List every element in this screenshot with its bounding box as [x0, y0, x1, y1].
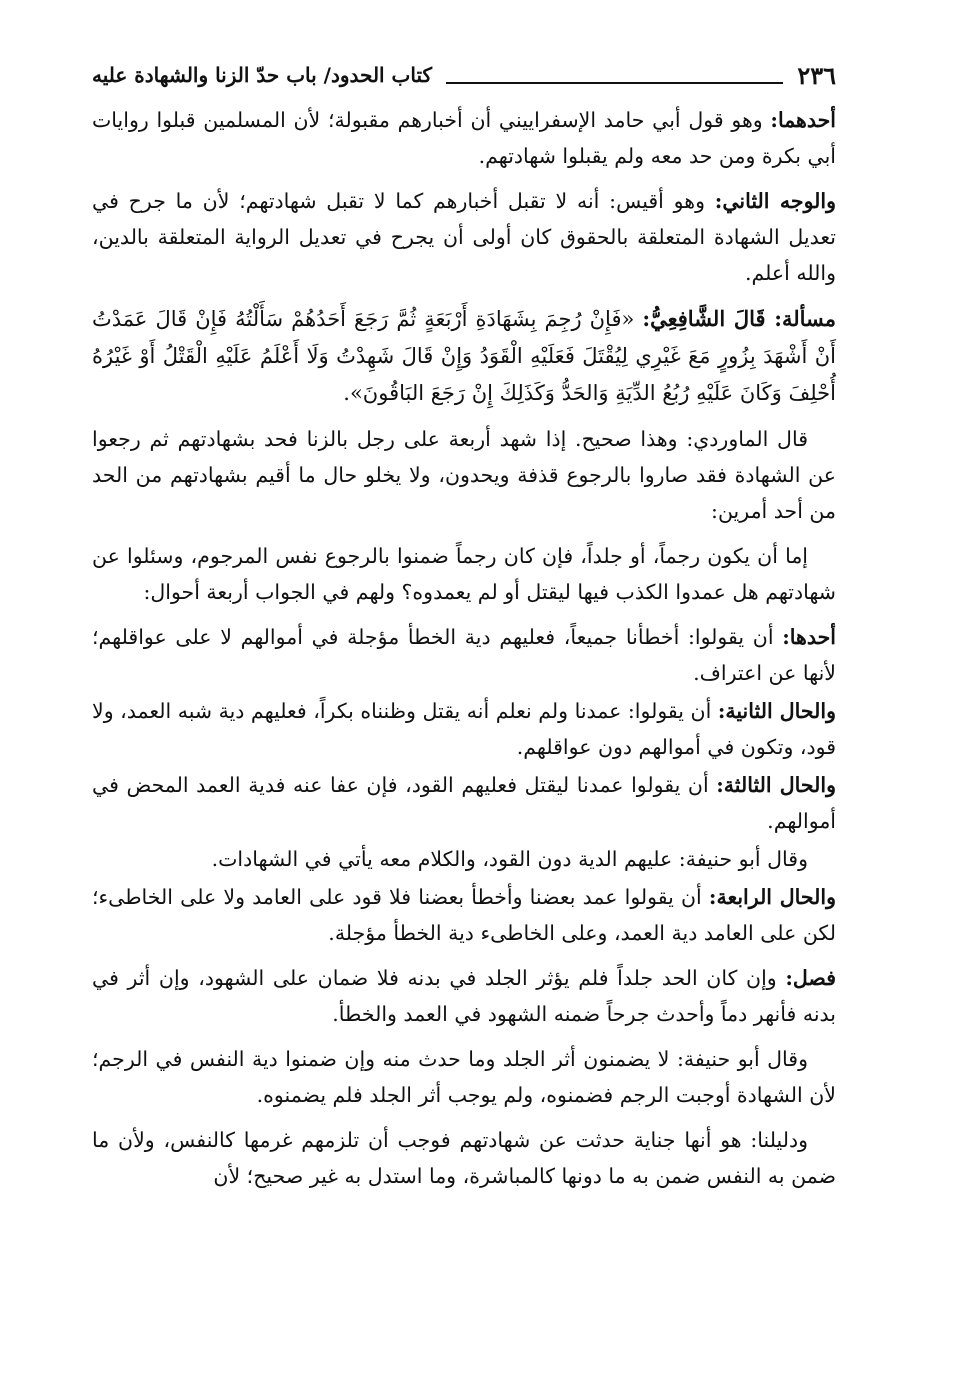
paragraph-fourth-state	[92, 879, 836, 951]
paragraph-text: ودليلنا: هو أنها جناية حدثت عن شهادتهم فوجب أن تلزمهم غرمها كالنفس، ولأن ما ضمن به النفس ضمن به ما دونها كالمباشرة، وما استدل به غير صحيح؛ لأن	[92, 1128, 836, 1188]
running-title: كتاب الحدود/ باب حدّ الزنا والشهادة عليه	[92, 63, 433, 87]
paragraph-mawardi	[92, 421, 836, 529]
paragraph-evidence	[92, 1122, 836, 1194]
paragraph-lead: فصل:	[785, 966, 836, 990]
page-body	[92, 102, 836, 1194]
paragraph-text: إما أن يكون رجماً، أو جلداً، فإن كان رجماً ضمنوا بالرجوع نفس المرجوم، وسئلوا عن شهادتهم هل عمدوا الكذب فيها ليقتل أو لم يعمدوه؟ ولهم في الجواب أربعة أحوال:	[92, 544, 836, 604]
paragraph-text: «فَإِنْ رُجِمَ بِشَهَادَةِ أَرْبَعَةٍ ثُمَّ رَجَعَ أَحَدُهُمْ سَأَلْتُهُ فَإِنْ قَالَ عَمَدْتُ أَنْ أَشْهَدَ بِزُورٍ مَعَ غَيْرِي لِيُقْتَلَ فَعَلَيْهِ الْقَوَدُ وَإِنْ قَالَ شَهِدْتُ وَلَا أَعْلَمُ عَلَيْهِ الْقَتْلُ أَوْ غَيْرُهُ أُحْلِفَ وَكَانَ عَلَيْهِ رُبُعُ الدِّيَةِ وَالحَدُّ وَكَذَلِكَ إِنْ رَجَعَ البَاقُونَ».	[92, 307, 836, 405]
paragraph-lead: أحدها:	[782, 625, 836, 649]
paragraph-third-state	[92, 767, 836, 839]
paragraph-abu-hanifa-1	[92, 841, 836, 877]
paragraph-lead: والوجه الثاني:	[714, 189, 836, 213]
paragraph-text: أن يقولوا عمدنا ليقتل فعليهم القود، فإن عفا عنه فدية العمد المحض في أموالهم.	[92, 773, 836, 833]
paragraph-second-state	[92, 693, 836, 765]
paragraph-text: قال الماوردي: وهذا صحيح. إذا شهد أربعة على رجل بالزنا فحد بشهادتهم ثم رجعوا عن الشهادة فقد صاروا بالرجوع قذفة ويحدون، ولا يخلو حال ما أقيم بشهادتهم من الحد من أحد أمرين:	[92, 427, 836, 523]
paragraph-masala-shafii	[92, 300, 836, 412]
paragraph-fasl	[92, 960, 836, 1032]
paragraph-text: وإن كان الحد جلداً فلم يؤثر الجلد في بدنه فلا ضمان على الشهود، وإن أثر في بدنه فأنهر دماً وأحدث جرحاً ضمنه الشهود في العمد والخطأ.	[92, 966, 836, 1026]
paragraph-abu-hanifa-2	[92, 1041, 836, 1113]
paragraph-lead: أحدهما:	[770, 108, 836, 132]
paragraph-lead: والحال الثالثة:	[716, 773, 836, 797]
paragraph-first-state	[92, 619, 836, 691]
header-rule	[446, 82, 783, 84]
paragraph-lead: والحال الرابعة:	[708, 885, 836, 909]
paragraph-text: وهو قول أبي حامد الإسفراييني أن أخبارهم مقبولة؛ لأن المسلمين قبلوا روايات أبي بكرة ومن حد معه ولم يقبلوا شهادتهم.	[92, 108, 836, 168]
paragraph-lead: مسألة: قَالَ الشَّافِعِيُّ:	[642, 306, 836, 331]
paragraph-first-opinion	[92, 102, 836, 174]
paragraph-text: وقال أبو حنيفة: لا يضمنون أثر الجلد وما حدث منه وإن ضمنوا دية النفس في الرجم؛ لأن الشهادة أوجبت الرجم فضمنوه، ولم يوجب أثر الجلد فلم يضمنوه.	[92, 1047, 836, 1107]
paragraph-text: أن يقولوا: عمدنا ولم نعلم أنه يقتل وظنناه بكراً، فعليهم دية شبه العمد، ولا قود، وتكون في أموالهم دون عواقلهم.	[92, 699, 836, 759]
paragraph-lead: والحال الثانية:	[717, 699, 836, 723]
paragraph-text: أن يقولوا: أخطأنا جميعاً، فعليهم دية الخطأ مؤجلة في أموالهم لا على عواقلهم؛ لأنها عن اعتراف.	[92, 625, 836, 685]
paragraph-text: وقال أبو حنيفة: عليهم الدية دون القود، والكلام معه يأتي في الشهادات.	[211, 847, 808, 871]
paragraph-stoning-or-flogging	[92, 538, 836, 610]
paragraph-text: أن يقولوا عمد بعضنا وأخطأ بعضنا فلا قود على العامد ولا على الخاطىء؛ لكن على العامد دية العمد، وعلى الخاطىء دية الخطأ مؤجلة.	[92, 885, 836, 945]
paragraph-second-aspect	[92, 183, 836, 291]
paragraph-text: وهو أقيس: أنه لا تقبل أخبارهم كما لا تقبل شهادتهم؛ لأن ما جرح في تعديل الشهادة المتعلقة بالحقوق كان أولى أن يجرح في تعديل الرواية المتعلقة بالدين، والله أعلم.	[92, 189, 836, 285]
page-header	[92, 56, 836, 94]
page-number: ٢٣٦	[797, 60, 836, 90]
